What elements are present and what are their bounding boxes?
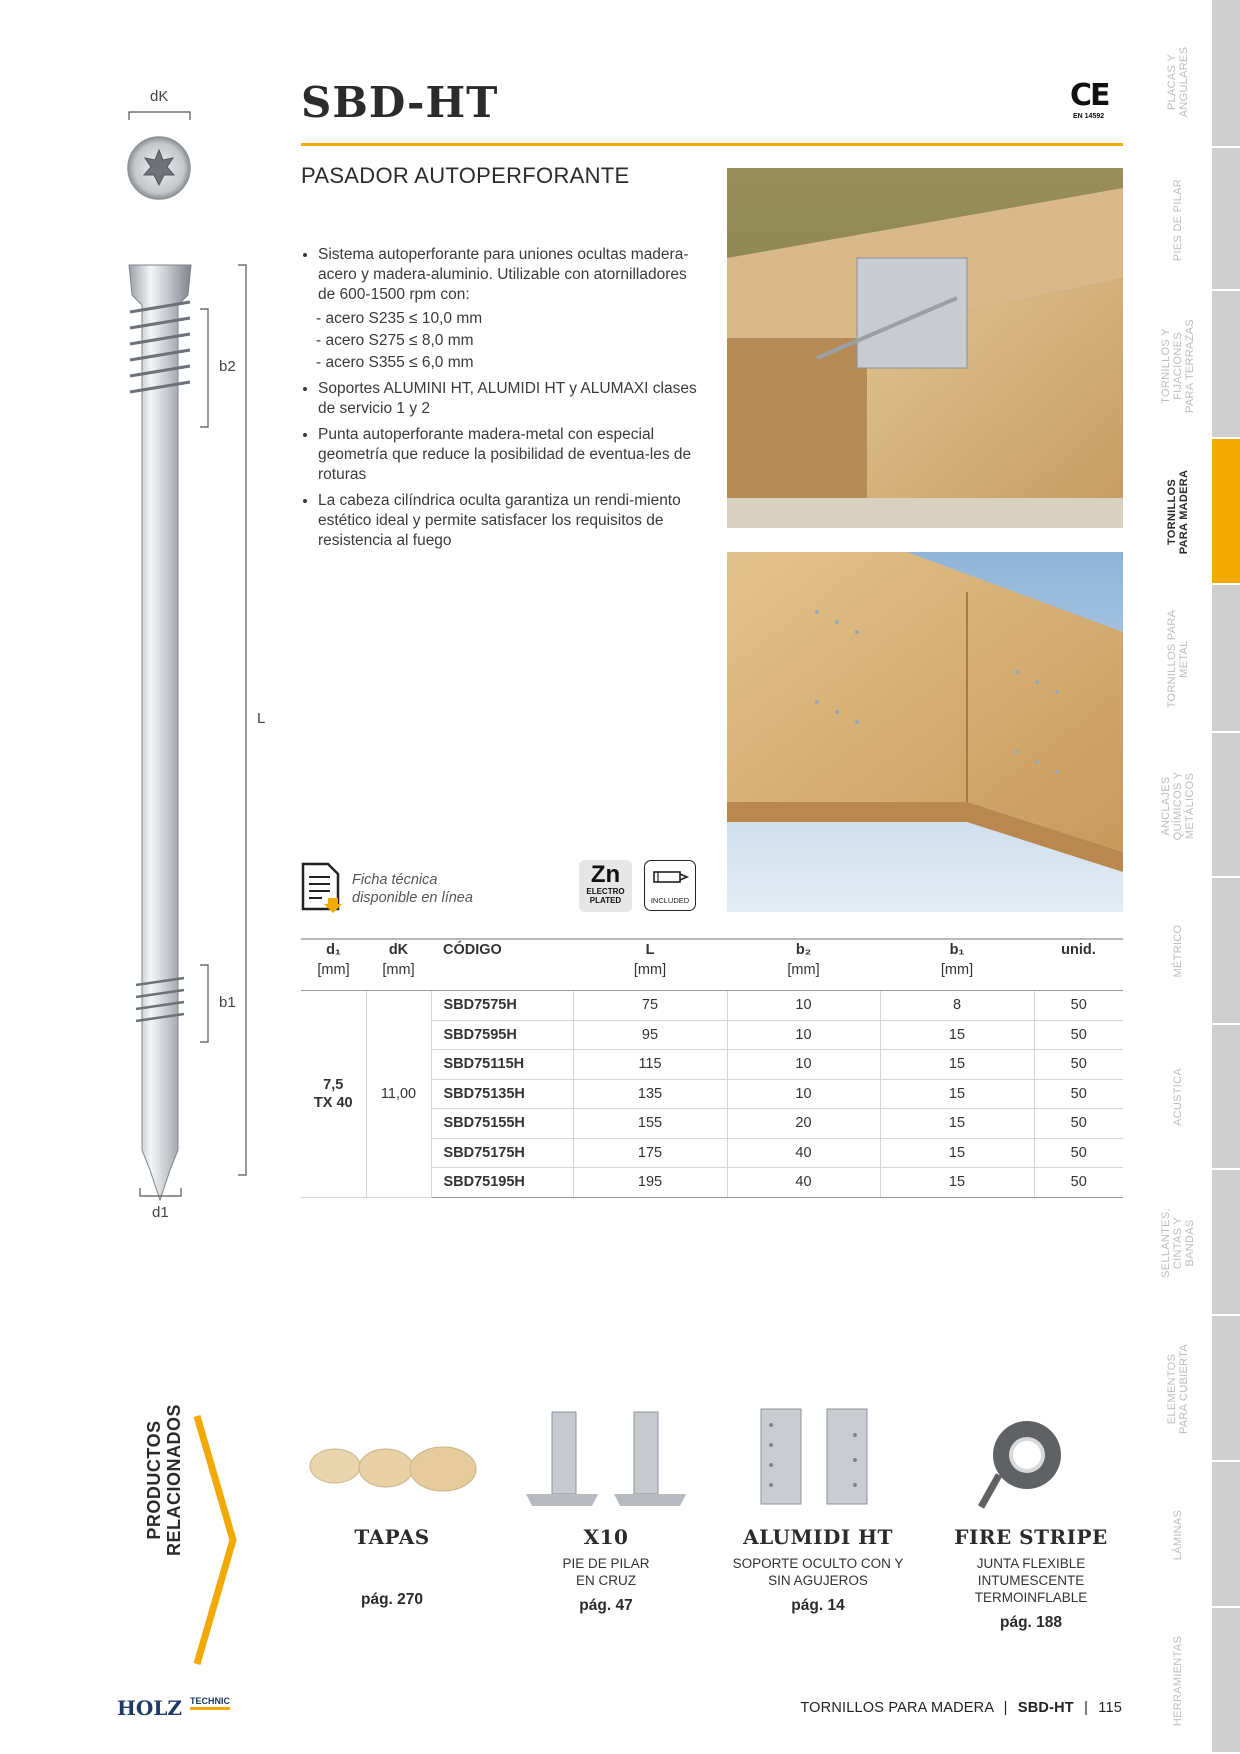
col-header-label: b₂ xyxy=(795,942,812,958)
col-header-b2 xyxy=(727,939,880,991)
unid-cell: 50 xyxy=(1034,1138,1123,1168)
dk-dimension-line xyxy=(129,112,190,120)
related-desc-line: SOPORTE OCULTO CON Y xyxy=(732,1556,904,1571)
footer-section: TORNILLOS PARA MADERA xyxy=(800,1700,994,1716)
x10-image xyxy=(522,1410,692,1510)
title-rule xyxy=(301,143,1123,146)
related-desc-line: SIN AGUJEROS xyxy=(768,1573,868,1588)
related-title-line: RELACIONADOS xyxy=(164,1404,184,1557)
col-header-d1 xyxy=(301,939,366,991)
side-label-metal: TORNILLOS PARA METAL xyxy=(1166,609,1190,709)
b2-cell: 10 xyxy=(727,1050,880,1080)
side-label-anclajes: ANCLAJES QUÍMICOS Y METÁLICOS xyxy=(1160,771,1196,841)
side-tab-madera[interactable] xyxy=(1212,439,1240,585)
datasheet-line: disponible en línea xyxy=(352,890,473,906)
col-header-label: dK xyxy=(388,942,409,958)
related-name: ALUMIDI HT xyxy=(743,1525,893,1549)
bit-included-badge xyxy=(644,860,696,911)
alumidi-ht-image xyxy=(755,1405,880,1510)
tapas-image xyxy=(308,1440,488,1510)
spec-table xyxy=(301,938,1123,1198)
unid-cell: 50 xyxy=(1034,1020,1123,1050)
col-header-label: b₁ xyxy=(949,942,965,958)
fire-stripe-image xyxy=(975,1415,1070,1510)
related-desc xyxy=(931,1555,1131,1606)
zn-label: PLATED xyxy=(589,896,622,905)
code-cell: SBD75175H xyxy=(431,1138,573,1168)
side-label-metrico: MÉTRICO xyxy=(1172,924,1184,978)
col-header-label: L xyxy=(645,942,655,958)
screw-body xyxy=(129,265,191,1200)
related-page[interactable]: pág. 47 xyxy=(579,1597,633,1614)
d1-value-cell xyxy=(301,991,366,1198)
code-cell: SBD75155H xyxy=(431,1109,573,1139)
col-header-label: d₁ xyxy=(326,942,341,958)
unid-cell: 50 xyxy=(1034,1050,1123,1080)
feature-subitem: - acero S275 ≤ 8,0 mm xyxy=(316,332,474,349)
related-desc xyxy=(718,1555,918,1589)
ce-norm-label: EN 14592 xyxy=(1073,113,1105,120)
zn-symbol: Zn xyxy=(590,861,621,888)
b1-cell: 15 xyxy=(880,1109,1034,1139)
l-dimension-line xyxy=(238,265,246,1175)
b2-cell: 40 xyxy=(727,1168,880,1198)
related-desc-line: PIE DE PILAR xyxy=(562,1556,650,1571)
code-cell: SBD7575H xyxy=(431,991,573,1021)
b2-cell: 10 xyxy=(727,1079,880,1109)
unid-cell: 50 xyxy=(1034,1109,1123,1139)
unid-cell: 50 xyxy=(1034,991,1123,1021)
unid-cell: 50 xyxy=(1034,1079,1123,1109)
code-cell: SBD75135H xyxy=(431,1079,573,1109)
unid-cell: 50 xyxy=(1034,1168,1123,1198)
side-tab-metrico[interactable] xyxy=(1212,878,1240,1025)
page-title: SBD-HT xyxy=(301,78,499,127)
related-chevron-icon xyxy=(193,1412,241,1668)
zn-label: ELECTRO xyxy=(586,887,625,896)
related-fire-stripe[interactable] xyxy=(931,1525,1131,1632)
related-desc xyxy=(506,1555,706,1589)
col-header-b1 xyxy=(880,939,1034,991)
feature-item: • Soportes ALUMINI HT, ALUMIDI HT y ALUMAXI clases de servicio 1 y 2 xyxy=(318,379,702,419)
side-label-acustica: ACÚSTICA xyxy=(1172,1067,1184,1127)
section-tabs xyxy=(1212,0,1240,1754)
code-cell: SBD7595H xyxy=(431,1020,573,1050)
related-tapas[interactable] xyxy=(292,1525,492,1609)
zn-electroplated-badge xyxy=(579,860,632,912)
col-header-label: CÓDIGO xyxy=(443,942,502,958)
side-label-pies: PIES DE PILAR xyxy=(1172,178,1184,262)
col-header-l xyxy=(573,939,727,991)
side-label-laminas: LÁMINAS xyxy=(1172,1509,1184,1561)
related-title-line: PRODUCTOS xyxy=(144,1420,164,1540)
side-label-terrazas: TORNILLOS Y FIJACIONES PARA TERRAZAS xyxy=(1160,319,1196,413)
side-label-placas: PLACAS Y ANGULARES xyxy=(1166,46,1190,118)
l-label: L xyxy=(257,710,266,727)
b1-cell: 15 xyxy=(880,1138,1034,1168)
l-cell: 95 xyxy=(573,1020,727,1050)
b1-cell: 8 xyxy=(880,991,1034,1021)
side-tab-acustica[interactable] xyxy=(1212,1025,1240,1170)
table-header-row xyxy=(301,939,1123,991)
code-cell: SBD75195H xyxy=(431,1168,573,1198)
bit-label: INCLUDED xyxy=(650,896,690,905)
related-page[interactable]: pág. 270 xyxy=(360,1591,424,1608)
feature-text: Sistema autoperforante para uniones ocultas madera-acero y madera-aluminio. Utilizable con atornilladores de 600-1500 rpm con: xyxy=(318,246,689,303)
dk-value-cell: 11,00 xyxy=(366,991,431,1198)
b2-cell: 40 xyxy=(727,1138,880,1168)
side-label-cubierta: ELEMENTOS PARA CUBIERTA xyxy=(1166,1343,1190,1435)
l-cell: 195 xyxy=(573,1168,727,1198)
datasheet-icon[interactable] xyxy=(300,861,342,913)
l-cell: 175 xyxy=(573,1138,727,1168)
related-name: X10 xyxy=(583,1525,629,1549)
col-header-unit: [mm] xyxy=(317,962,350,978)
side-label-herramientas: HERRAMIENTAS xyxy=(1172,1635,1184,1727)
side-tab-laminas[interactable] xyxy=(1212,1462,1240,1608)
product-subtitle: PASADOR AUTOPERFORANTE xyxy=(301,163,630,188)
side-tab-anclajes[interactable] xyxy=(1212,733,1240,878)
b2-cell: 20 xyxy=(727,1109,880,1139)
b1-dimension-line xyxy=(200,965,208,1042)
b1-label: b1 xyxy=(219,994,236,1011)
footer-page-number: 115 xyxy=(1098,1700,1122,1716)
feature-list xyxy=(302,245,702,557)
side-tab-metal[interactable] xyxy=(1212,585,1240,733)
col-header-label: unid. xyxy=(1061,942,1096,958)
dk-label: dK xyxy=(150,88,169,105)
page-footer: TORNILLOS PARA MADERA | SBD-HT | 115 xyxy=(800,1700,1122,1716)
col-header-unid xyxy=(1034,939,1123,991)
side-label-madera: TORNILLOS PARA MADERA xyxy=(1166,469,1190,555)
feature-subitem: - acero S235 ≤ 10,0 mm xyxy=(316,310,483,327)
screwdriver-bit-icon xyxy=(650,867,690,887)
related-page[interactable]: pág. 14 xyxy=(791,1597,845,1614)
footer-product: SBD-HT xyxy=(1017,1700,1074,1716)
related-desc-line: EN CRUZ xyxy=(576,1573,636,1588)
feature-subitem: - acero S355 ≤ 6,0 mm xyxy=(316,354,474,371)
b2-label: b2 xyxy=(219,358,236,375)
col-header-unit: [mm] xyxy=(787,962,820,978)
screw-drawing xyxy=(100,80,290,1230)
related-desc-line: TERMOINFLABLE xyxy=(974,1590,1088,1605)
related-name: TAPAS xyxy=(354,1525,430,1549)
datasheet-line: Ficha técnica xyxy=(352,872,438,888)
side-tab-herramientas[interactable] xyxy=(1212,1608,1240,1754)
col-header-codigo xyxy=(431,939,573,991)
l-cell: 155 xyxy=(573,1109,727,1139)
application-photo-connector xyxy=(727,168,1123,528)
drive-value: TX 40 xyxy=(313,1094,353,1111)
b1-cell: 15 xyxy=(880,1168,1034,1198)
related-desc-line: INTUMESCENTE xyxy=(977,1573,1085,1588)
side-tab-terrazas[interactable] xyxy=(1212,291,1240,439)
related-desc-line: JUNTA FLEXIBLE xyxy=(976,1556,1086,1571)
related-x10[interactable] xyxy=(506,1525,706,1615)
application-photo-beam xyxy=(727,552,1123,912)
feature-item xyxy=(318,245,702,373)
side-tab-cubierta[interactable] xyxy=(1212,1316,1240,1462)
col-header-unit: [mm] xyxy=(633,962,667,978)
related-page[interactable]: pág. 188 xyxy=(999,1614,1063,1631)
col-header-dk xyxy=(366,939,431,991)
col-header-unit: [mm] xyxy=(940,962,974,978)
feature-item: • La cabeza cilíndrica oculta garantiza un rendi-miento estético ideal y permite satisfacer los requisitos de resistencia al fuego xyxy=(318,491,702,551)
side-tab-pies[interactable] xyxy=(1212,148,1240,291)
l-cell: 75 xyxy=(573,991,727,1021)
d1-label: d1 xyxy=(152,1204,169,1221)
side-tab-placas[interactable] xyxy=(1212,0,1240,148)
b1-cell: 15 xyxy=(880,1050,1034,1080)
datasheet-text xyxy=(352,871,473,907)
b2-dimension-line xyxy=(200,309,208,427)
b2-cell: 10 xyxy=(727,991,880,1021)
brand-logo: HOLZ xyxy=(117,1696,182,1720)
b1-cell: 15 xyxy=(880,1020,1034,1050)
l-cell: 115 xyxy=(573,1050,727,1080)
ce-mark-icon: CE xyxy=(1070,78,1109,113)
d1-value: 7,5 xyxy=(323,1076,344,1093)
l-cell: 135 xyxy=(573,1079,727,1109)
code-cell: SBD75115H xyxy=(431,1050,573,1080)
side-tab-sellantes[interactable] xyxy=(1212,1170,1240,1316)
b2-cell: 10 xyxy=(727,1020,880,1050)
table-row xyxy=(301,991,1123,1021)
side-label-sellantes: SELLANTES, CINTAS Y BANDAS xyxy=(1160,1208,1196,1278)
b1-cell: 15 xyxy=(880,1079,1034,1109)
feature-item: • Punta autoperforante madera-metal con especial geometría que reduce la posibilidad de eventua-les de roturas xyxy=(318,425,702,485)
col-header-unit: [mm] xyxy=(382,962,415,978)
related-name: FIRE STRIPE xyxy=(954,1525,1108,1549)
related-alumidi-ht[interactable] xyxy=(718,1525,918,1615)
brand-logo-sub: TECHNIC xyxy=(190,1696,230,1710)
